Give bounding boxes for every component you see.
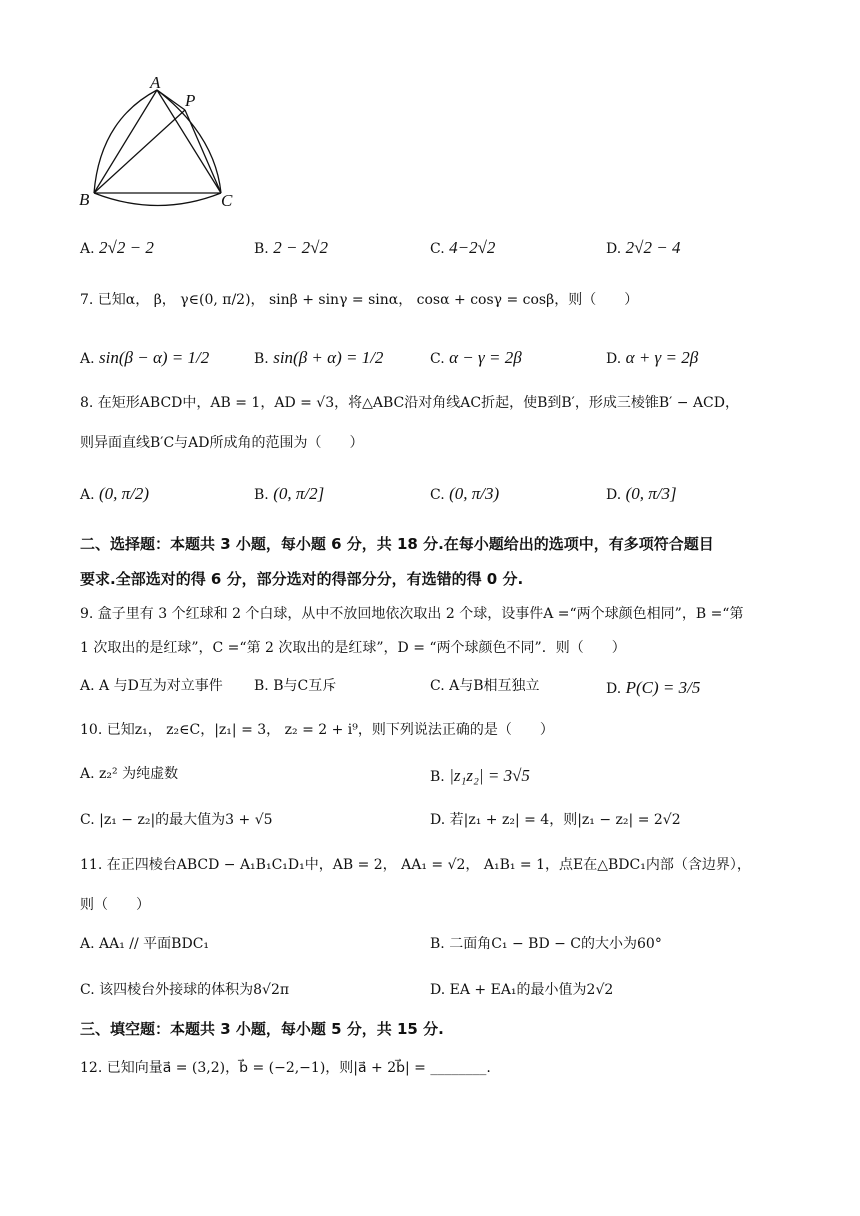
option-text: (0, π/3) [449, 484, 500, 503]
q9-stem-line2: 1 次取出的是红球”，C =“第 2 次取出的是红球”，D = “两个球颜色不同”．则（ ） [80, 640, 626, 656]
q7-option-a [80, 348, 209, 368]
option-text: A与B相互独立 [449, 678, 540, 694]
q11-stem-line2: 则（ ） [80, 897, 150, 913]
option-label: D. [606, 681, 622, 697]
option-text: α + γ = 2β [625, 348, 699, 367]
section2-heading-line2: 要求.全部选对的得 6 分，部分选对的得部分分，有选错的得 0 分. [80, 570, 524, 588]
q11-option-b [430, 936, 662, 953]
option-label: D. [606, 351, 622, 367]
edge-ab [94, 90, 157, 193]
label-b: B [79, 190, 90, 209]
option-text: P(C) = 3/5 [625, 678, 701, 697]
q10-stem: 10. 已知z₁， z₂∈C，|z₁| = 3， z₂ = 2 + i⁹，则下列说法正确的是（ ） [80, 722, 554, 738]
edge-pc [185, 110, 221, 193]
arc-bc [94, 193, 221, 206]
q9-option-a [80, 678, 223, 695]
q9-option-b [254, 678, 336, 695]
option-text: z₂² 为纯虚数 [99, 766, 179, 782]
q6-option-c [430, 238, 495, 258]
option-text: B与C互斥 [273, 678, 337, 694]
option-text: AA₁ // 平面BDC₁ [99, 936, 210, 952]
option-label: C. [80, 812, 95, 828]
option-text: (0, π/2] [273, 484, 325, 503]
option-text: sin(β − α) = 1/2 [99, 348, 210, 367]
section2-heading-line1: 二、选择题：本题共 3 小题，每小题 6 分，共 18 分.在每小题给出的选项中，有多项符合题目 [80, 535, 714, 553]
q9-option-c [430, 678, 540, 695]
option-text: (0, π/2) [99, 484, 150, 503]
option-text: |z₁ − z₂|的最大值为3 + √5 [99, 812, 273, 828]
q11-option-a [80, 936, 209, 953]
q6-option-b [254, 238, 328, 258]
edge-bp [94, 110, 185, 193]
q8-option-d [606, 484, 677, 504]
q10-option-c [80, 812, 273, 829]
option-text: |z₁z₂| = 3√5 [449, 766, 530, 785]
option-label: D. [430, 982, 446, 998]
q9-option-d [606, 678, 700, 698]
option-label: B. [254, 487, 269, 503]
q8-option-a [80, 484, 149, 504]
option-label: B. [254, 351, 269, 367]
option-label: D. [606, 487, 622, 503]
option-label: C. [430, 351, 445, 367]
option-text: 2√2 − 2 [99, 238, 154, 257]
option-text: EA + EA₁的最小值为2√2 [449, 982, 614, 998]
option-label: A. [80, 936, 95, 952]
q6-option-a [80, 238, 154, 258]
q8-option-b [254, 484, 324, 504]
geometry-figure [74, 70, 244, 215]
q10-option-a [80, 766, 178, 783]
section3-heading: 三、填空题：本题共 3 小题，每小题 5 分，共 15 分. [80, 1020, 444, 1038]
q8-option-c [430, 484, 499, 504]
q11-option-d [430, 982, 613, 999]
option-label: C. [430, 241, 445, 257]
option-text: 二面角C₁ − BD − C的大小为60° [449, 936, 662, 952]
option-text: 4−2√2 [449, 238, 496, 257]
q9-stem-line1: 9. 盒子里有 3 个红球和 2 个白球，从中不放回地依次取出 2 个球，设事件A =“两个球颜色相同”，B =“第 [80, 606, 744, 622]
q12-stem: 12. 已知向量a⃗ = (3,2)，b⃗ = (−2,−1)，则|a⃗ + 2b⃗| = ________. [80, 1060, 491, 1076]
q6-option-d [606, 238, 680, 258]
option-label: C. [430, 678, 445, 694]
option-label: B. [254, 678, 269, 694]
q8-stem-line1: 8. 在矩形ABCD中，AB = 1，AD = √3，将△ABC沿对角线AC折起，使B到B′，形成三棱锥B′ − ACD， [80, 395, 739, 411]
option-text: 2√2 − 4 [625, 238, 681, 257]
q10-option-d [430, 812, 681, 829]
option-text: A 与D互为对立事件 [99, 678, 223, 694]
q7-option-b [254, 348, 383, 368]
option-text: sin(β + α) = 1/2 [273, 348, 384, 367]
option-label: C. [430, 487, 445, 503]
option-label: D. [606, 241, 622, 257]
option-label: B. [254, 241, 269, 257]
option-label: B. [430, 769, 445, 785]
option-label: A. [80, 487, 95, 503]
option-text: 2 − 2√2 [273, 238, 329, 257]
q7-stem: 7. 已知α， β， γ∈(0, π/2)， sinβ + sinγ = sinα， cosα + cosγ = cosβ，则（ ） [80, 292, 639, 308]
option-text: α − γ = 2β [449, 348, 522, 367]
q11-stem-line1: 11. 在正四棱台ABCD − A₁B₁C₁D₁中，AB = 2， AA₁ = √2， A₁B₁ = 1，点E在△BDC₁内部（含边界）， [80, 857, 751, 873]
q10-option-b [430, 766, 530, 786]
option-text: 该四棱台外接球的体积为8√2π [99, 982, 290, 998]
q7-option-c [430, 348, 522, 368]
q8-stem-line2: 则异面直线B′C与AD所成角的范围为（ ） [80, 435, 364, 451]
option-label: B. [430, 936, 445, 952]
label-a: A [150, 73, 161, 92]
label-p: P [185, 91, 196, 110]
option-label: D. [430, 812, 446, 828]
edge-ap [157, 90, 185, 110]
option-label: A. [80, 766, 95, 782]
label-c: C [221, 191, 233, 210]
option-text: (0, π/3] [625, 484, 677, 503]
option-label: A. [80, 678, 95, 694]
q7-option-d [606, 348, 698, 368]
option-label: A. [80, 351, 95, 367]
option-text: 若|z₁ + z₂| = 4，则|z₁ − z₂| = 2√2 [449, 812, 681, 828]
q11-option-c [80, 982, 289, 999]
option-label: C. [80, 982, 95, 998]
option-label: A. [80, 241, 95, 257]
